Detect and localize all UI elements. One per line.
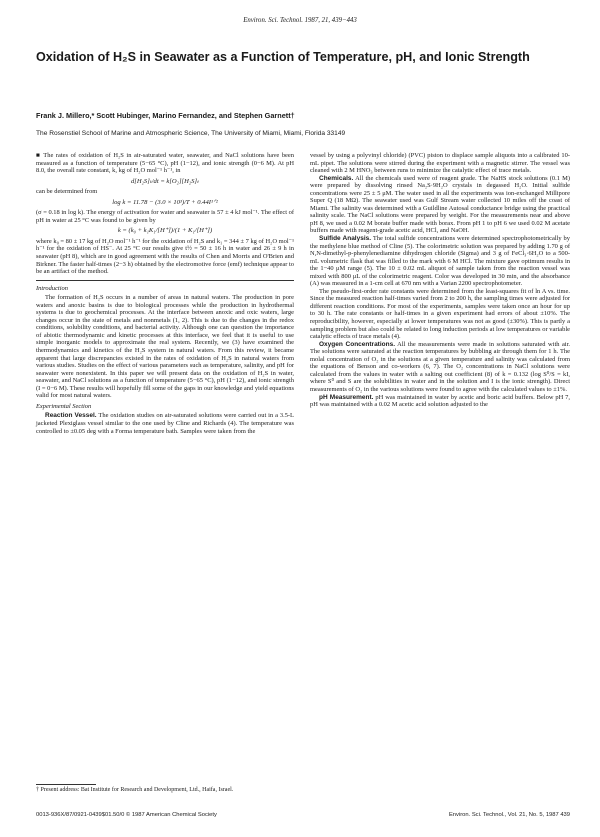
ph-equation: k = (k₀ + k₁K₁/[H⁺])/(1 + K₁/[H⁺])	[117, 227, 213, 235]
abstract-paragraph: where k₀ = 80 ± 17 kg of H₂O mol⁻¹ h⁻¹ for the oxidation of H₂S and k₁ = 344 ± 7 kg of H₂O mol⁻¹ h⁻¹ for the oxidation of HS⁻. At 25 °C our results give t½ = 50 ± 16 h in water and 26 ± 9 h in seawater (pH 8), which are in good agreement with the results of Chen and Morris and O'Brien and Birkner. The faster half-times (2−3 h) obtained by the electromotive force (emf) technique appear to be an artifact of the method.	[36, 237, 294, 276]
ph-measurement-paragraph	[310, 394, 570, 409]
reaction-vessel-heading: Reaction Vessel.	[45, 412, 97, 420]
left-column	[36, 152, 294, 435]
abstract-paragraph: (σ = 0.18 in log k). The energy of activation for water and seawater is 57 ± 4 kJ mol⁻¹. The effect of pH in water at 25 °C was found to be given by	[36, 209, 294, 224]
log-k-equation: log k = 11.78 − (3.0 × 10³)/T + 0.44I¹ᐟ²	[112, 198, 218, 206]
copyright-line: 0013-936X/87/0921-0439$01.50/0 © 1987 American Chemical Society	[36, 812, 217, 818]
introduction-paragraph: The formation of H₂S occurs in a number of areas in natural waters. The production in pore waters and anoxic basins is due to biological processes while the production in hydrothermal systems is due to geochemical processes. At the interface between anoxic and oxic waters, large changes occur in the state of metals and nonmetals (1, 2). This is due to the changes in the redox conditions, solubility conditions, and bacterial activity. Although one can question the importance of abiotic thermodynamic and kinetic processes at this interface, we feel that it is useful to use simple inorganic models to approximate the real system. Recently, we (3) have examined the thermodynamics and kinetics of the H₂S system in natural waters. From this review, it became apparent that large discrepancies existed in the rates of oxidation of H₂S in natural waters from various studies. Studies on the effect of various parameters such as temperature, salinity, and pH for seawater were nonexistent. In this paper we will present data on the oxidation of H₂S in water, seawater, and NaCl solutions as a function of temperature (5−65 °C), pH (1−12), and ionic strength (I = 0−6 M). These results will hopefully fill some of the gaps in our knowledge and yield equations valid for most natural waters.	[36, 294, 294, 400]
journal-header: Environ. Sci. Technol. 1987, 21, 439−443	[243, 17, 357, 24]
author-affiliation: The Rosenstiel School of Marine and Atmospheric Science, The University of Miami, Miami, Florida 33149	[36, 130, 346, 137]
chemicals-paragraph	[310, 175, 570, 235]
sulfide-analysis-text: The total sulfide concentrations were determined spectrophotometrically by the methylene blue method of Cline (5). The colorimetric solution was prepared by adding 1.70 g of N,N-dimethyl-p-phenylenediamine dihydrogen chloride (Sigma) and 3 g of FeCl₃·6H₂O to a 500-mL volumetric flask that was filled to the mark with 6 M HCl. The mixture gave optimum results in the 1−40 μM range (5). The 10 ± 0.02 mL aliquot of sample taken from the reaction vessel was mixed with 800 μL of the colorimetric reagent. Color was developed in 30 min, and the absorbance (A) was measured in a 1-cm cell at 670 nm with a Varian 2200 spectrophotometer.	[310, 235, 570, 288]
reaction-vessel-paragraph	[36, 412, 294, 435]
sulfide-analysis-paragraph	[310, 235, 570, 288]
abstract-divider	[36, 280, 294, 281]
reaction-vessel-continued: vessel by using a polyvinyl chloride) (PVC) piston to displace sample aliquots into a calibrated 10-mL pipet. The solutions were stirred during the experiment with a magnetic stirrer. The vessel was cleaned with 2 M HNO₃ between runs to minimize the catalytic effect of trace metals.	[310, 152, 570, 175]
reaction-vessel-text: The oxidation studies on air-saturated solutions were carried out in a 3.5-L jacketed Plexiglass vessel similar to the one used by Cline and Richards (4). The temperature was controlled to ±0.05 deg with a Forma temperature bath. Samples were taken from the	[36, 412, 294, 435]
abstract	[36, 152, 294, 276]
footnote-divider	[36, 784, 96, 785]
chemicals-heading: Chemicals.	[319, 174, 354, 182]
introduction-heading: Introduction	[36, 284, 68, 292]
chemicals-text: All the chemicals used were of reagent grade. The NaHS stock solutions (0.1 M) were prepared by dissolving rinsed Na₂S·9H₂O crystals in degassed H₂O. Initial sulfide concentrations were 25 ± 5 μM. The water used in all the experiments was ion-exchanged Millipore Super Q (18 MΩ). The seawater used was Gulf Stream water collected 10 miles off the coast of Miami. The salinity was determined with a Guildline Autosal conductance bridge using the practical salinity scale. The NaCl solutions were prepared by weight. For the measurements near and above pH 8, we used a 0.02 M borate buffer made with borax. From pH 1 to pH 6 we used 0.02 M acetate buffers made with reagent-grade acetic acid, HCl, and NaOH.	[310, 174, 570, 235]
ph-measurement-text: pH was maintained in water by acetic and boric acid buffers. Below pH 7, pH was maintained with a 0.02 M acetic acid solution adjusted to the	[310, 393, 571, 409]
oxygen-heading: Oxygen Concentrations.	[319, 340, 396, 348]
abstract-paragraph: ■ The rates of oxidation of H₂S in air-saturated water, seawater, and NaCl solutions have been measured as a function of temperature (5−65 °C), pH (1−12), and ionic strength (0−6 M). At pH 8.0, the overall rate constant, k, kg of H₂O mol⁻¹ h⁻¹, in	[36, 152, 294, 175]
ph-measurement-heading: pH Measurement.	[319, 393, 374, 401]
experimental-heading: Experimental Section	[36, 402, 92, 410]
author-list: Frank J. Millero,* Scott Hubinger, Marino Fernandez, and Stephen Garnett†	[36, 111, 295, 120]
footnote: † Present address: Bat Institute for Research and Development, Ltd., Haifa, Israel.	[36, 787, 234, 793]
rate-equation: d[H₂S]ₜ/dt = k[O₂][H₂S]ₜ	[131, 177, 199, 185]
abstract-paragraph: can be determined from	[36, 188, 98, 196]
sulfide-analysis-heading: Sulfide Analysis.	[319, 235, 372, 243]
right-column	[310, 152, 570, 409]
oxygen-text: All the measurements were made in solutions saturated with air. The solutions were saturated at the reaction temperatures by bubbling air through them for 1 h. The molal concentration of O₂ in the solutions at a given temperature and salinity was calculated from the equations of Benson and co-workers (6, 7). The O₂ concentrations in NaCl solutions were calculated from the values in water with a salting out coefficient (8) of k = 0.132 (log S⁰/S = kI, where S⁰ and S are the solubilities in water and in the solution and I is the ionic strength). Direct measurements of O₂ in the various solutions were found to agree with the calculated values to ±1%.	[310, 340, 570, 393]
citation-page-number: Environ. Sci. Technol., Vol. 21, No. 5, 1987 439	[448, 812, 570, 818]
oxygen-paragraph	[310, 341, 570, 394]
rate-constants-paragraph: The pseudo-first-order rate constants were determined from the least-squares fit of ln A vs. time. Since the measured reaction half-times varied from 2 to 200 h, the sampling times were adjusted for different reaction conditions. For most of the experiments, samples were taken once an hour for up to 30 h. The rate constants or half-times in a given experiment had errors of about ±10%. The reproducibility, however, especially at lower temperatures was not as good (±30%). This is partly a sampling problem but also could be related to long induction periods at low temperatures or variable catalytic effects of trace metals (4).	[310, 287, 570, 341]
article-title: Oxidation of H₂S in Seawater as a Function of Temperature, pH, and Ionic Strength	[36, 50, 530, 64]
